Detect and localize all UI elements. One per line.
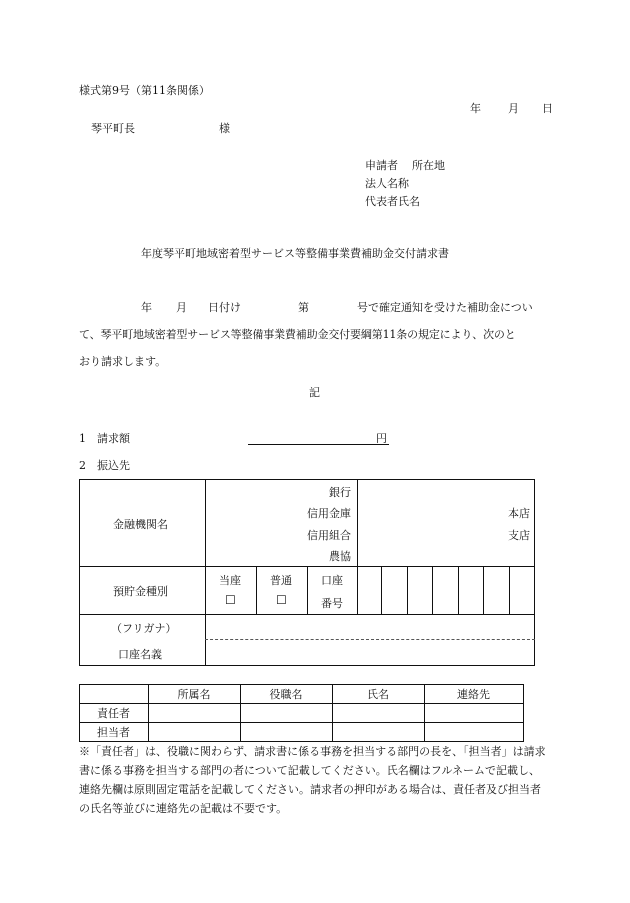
account-type-label: 預貯金種別 (113, 585, 168, 598)
document-title: 年度琴平町地域密着型サービス等整備事業費補助金交付請求書 (141, 247, 449, 260)
recipient-honorific: 様 (219, 122, 230, 135)
applicant-corp-name: 法人名称 (365, 177, 409, 190)
branch-main: 本店 (508, 507, 530, 520)
contact-header-position: 役職名 (269, 687, 303, 701)
account-type-current: 当座 (219, 574, 241, 587)
account-type-ordinary-checkbox[interactable]: ☐ (276, 593, 287, 607)
contact-header-name: 氏名 (367, 687, 389, 701)
amount-underline (248, 444, 389, 445)
item1-label: 1 請求額 (79, 432, 130, 445)
contact-row-staff: 担当者 (97, 725, 130, 739)
account-type-current-checkbox[interactable]: ☐ (225, 593, 236, 607)
contact-header-dept: 所属名 (177, 687, 211, 701)
applicant-rep-name: 代表者氏名 (365, 195, 420, 208)
bank-type-bank: 銀行 (329, 486, 351, 499)
account-no-label-1: 口座 (321, 574, 343, 587)
branch-sub: 支店 (508, 529, 530, 542)
applicant-address: 所在地 (412, 159, 445, 172)
date-month: 月 (508, 102, 519, 115)
form-number: 様式第9号（第11条関係） (79, 84, 210, 97)
body-line3: おり請求します。 (79, 355, 167, 368)
furigana-label: （フリガナ） (111, 622, 177, 635)
body-line2: て、琴平町地域密着型サービス等整備事業費補助金交付要綱第11条の規定により、次のと (79, 328, 516, 341)
item2-label: 2 振込先 (79, 459, 130, 472)
body-year: 年 (141, 301, 152, 314)
date-year: 年 (470, 102, 481, 115)
item1-unit: 円 (376, 432, 387, 445)
bank-type-shinkin: 信用金庫 (307, 507, 351, 520)
account-type-ordinary: 普通 (270, 574, 292, 587)
account-no-label-2: 番号 (321, 597, 343, 610)
bank-type-ja: 農協 (329, 550, 351, 563)
applicant-label: 申請者 (365, 159, 398, 172)
recipient-name: 琴平町長 (91, 122, 135, 135)
ki-heading: 記 (309, 386, 320, 399)
bank-type-credit-union: 信用組合 (307, 529, 351, 542)
body-line1-tail: 号で確定通知を受けた補助金につい (357, 301, 533, 314)
contact-header-contact: 連絡先 (457, 687, 490, 701)
footnote: ※「責任者」は、役職に関わらず、請求書に係る事務を担当する部門の長を、「担当者」は請求書に係る事務を担当する部門の者について記載してください。氏名欄はフルネームで記載し、連絡先欄は原則固定電話を記載してください。請求者の押印がある場合は、責任者及び担当者の氏名等並びに連絡先の記載は不要です。 (79, 745, 546, 815)
body-no: 第 (298, 301, 309, 314)
body-month: 月 (176, 301, 187, 314)
body-dated: 日付け (208, 301, 241, 314)
contact-row-responsible: 責任者 (97, 706, 130, 720)
institution-label: 金融機関名 (113, 518, 168, 531)
holder-label: 口座名義 (118, 648, 162, 661)
date-day: 日 (542, 102, 553, 115)
